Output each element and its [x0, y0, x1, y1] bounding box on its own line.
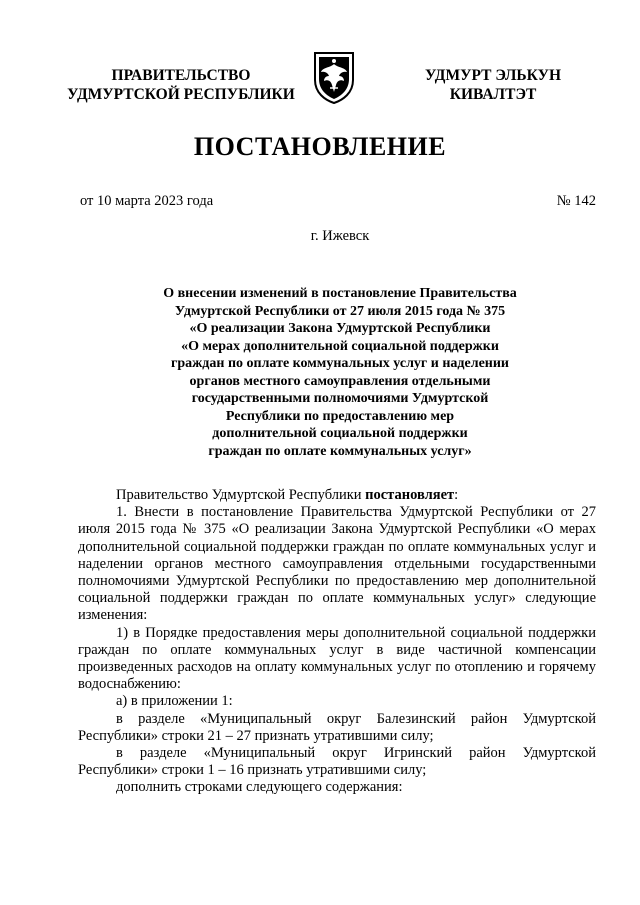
paragraph-add-rows: дополнить строками следующего содержания: [116, 779, 403, 796]
document-body [78, 487, 596, 797]
paragraph-balezino: в разделе «Муниципальный округ Балезинский район Удмуртской Республики» строки 21 – 27 признать утратившими силу; [78, 710, 596, 744]
subject-line: «О мерах дополнительной социальной поддержки [181, 338, 499, 354]
subject-line: Республики по предоставлению мер [225, 408, 455, 424]
subject-line: О внесении изменений в постановление Правительства [163, 286, 517, 301]
intro-prefix: Правительство Удмуртской Республики [116, 487, 366, 503]
document-city: г. Ижевск [310, 228, 370, 244]
paragraph-subitem-1: 1) в Порядке предоставления меры дополнительной социальной поддержки граждан по оплате коммунальных услуг в виде частичной компенсации произведенных расходов на оплату коммунальных услуг по отоплению и горячему водоснабжению: [78, 624, 596, 693]
document-date: от 10 марта 2023 года [80, 193, 214, 209]
subject-line: государственными полномочиями Удмуртской [191, 391, 489, 406]
document-type-title: ПОСТАНОВЛЕНИЕ [193, 132, 447, 161]
government-name-russian [62, 66, 300, 104]
header-left-line-2: УДМУРТСКОЙ РЕСПУБЛИКИ [67, 86, 295, 103]
subject-line: граждан по оплате коммунальных услуг и наделении [171, 356, 509, 371]
subject-line: Удмуртской Республики от 27 июля 2015 года № 375 [174, 303, 506, 319]
subject-line: «О реализации Закона Удмуртской Республики [189, 321, 491, 336]
document-number: № 142 [556, 193, 596, 209]
document-subject [120, 285, 560, 460]
udmurt-coat-of-arms-icon [311, 50, 357, 104]
paragraph-subitem-a: а) в приложении 1: [116, 693, 233, 710]
paragraph-igra: в разделе «Муниципальный округ Игринский район Удмуртской Республики» строки 1 – 16 признать утратившими силу; [78, 745, 596, 779]
intro-paragraph [78, 487, 596, 504]
intro-verb: постановляет [365, 487, 455, 503]
intro-suffix: : [454, 487, 459, 503]
header-right-line-1: УДМУРТ ЭЛЬКУН [424, 67, 562, 84]
paragraph-item-1: 1. Внести в постановление Правительства Удмуртской Республики от 27 июля 2015 года № 375 «О реализации Закона Удмуртской Республики «О мерах дополнительной социальной поддержки граждан по оплате коммунальных услуг и наделении органов местного самоуправления отдельными государственными полномочиями Удмуртской Республики по предоставлению мер дополнительной социальной поддержки граждан по оплате коммунальных услуг» следующие изменения: [78, 504, 596, 624]
header-left-line-1: ПРАВИТЕЛЬСТВО [111, 67, 251, 84]
subject-line: дополнительной социальной поддержки [212, 426, 468, 441]
government-name-udmurt [398, 66, 588, 104]
header-right-line-2: КИВАЛТЭТ [449, 86, 537, 103]
subject-line: органов местного самоуправления отдельными [189, 373, 491, 389]
subject-line: граждан по оплате коммунальных услуг» [208, 443, 472, 459]
